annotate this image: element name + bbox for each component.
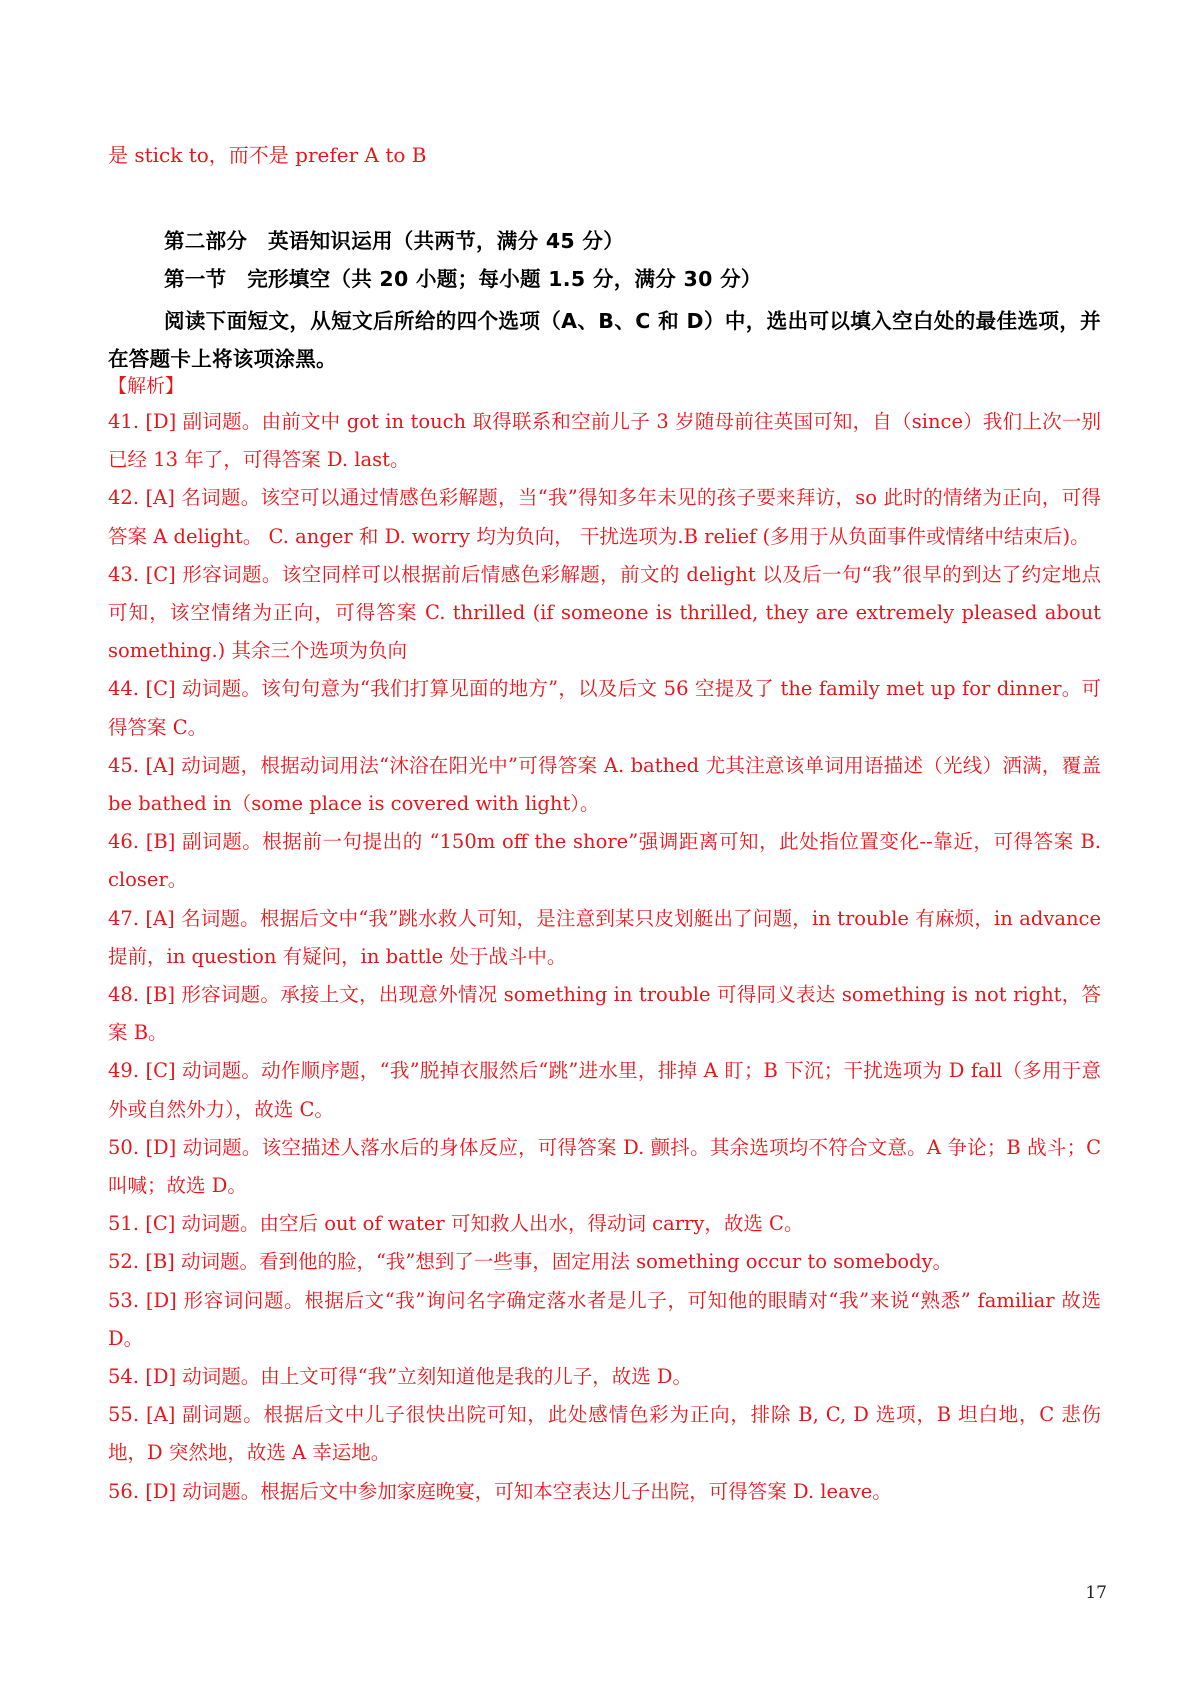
carryover-note: 是 stick to，而不是 prefer A to B: [108, 143, 427, 167]
analysis-label: 【解析】: [108, 375, 185, 397]
answer-item: 42. [A] 名词题。该空可以通过情感色彩解题，当“我”得知多年未见的孩子要来拜访，so 此时的情绪为正向，可得答案 A delight。 C. anger 和 D. worry 均为负向， 干扰选项为.B relief (多用于从负面事件或情绪中结束后)。: [108, 486, 1101, 548]
answer-item: 50. [D] 动词题。该空描述人落水后的身体反应，可得答案 D. 颤抖。其余选项均不符合文意。A 争论；B 战斗；C 叫喊；故选 D。: [108, 1135, 1101, 1198]
answer-item: 53. [D] 形容词问题。根据后文“我”询问名字确定落水者是儿子，可知他的眼睛对“我”来说“熟悉” familiar 故选 D。: [108, 1288, 1101, 1350]
answer-item: 55. [A] 副词题。根据后文中儿子很快出院可知，此处感情色彩为正向，排除 B, C, D 选项，B 坦白地，C 悲伤地，D 突然地，故选 A 幸运地。: [108, 1403, 1101, 1465]
answer-item: 54. [D] 动词题。由上文可得“我”立刻知道他是我的儿子，故选 D。: [108, 1365, 693, 1389]
page-number: 17: [1085, 1583, 1107, 1603]
answer-item: 41. [D] 副词题。由前文中 got in touch 取得联系和空前儿子 3 岁随母前往英国可知，自（since）我们上次一别已经 13 年了，可得答案 D. last。: [108, 410, 1101, 472]
answer-item: 56. [D] 动词题。根据后文中参加家庭晚宴，可知本空表达儿子出院，可得答案 D. leave。: [108, 1479, 892, 1503]
part-heading: 第二部分 英语知识运用（共两节，满分 45 分）: [164, 229, 625, 253]
answer-item: 48. [B] 形容词题。承接上文，出现意外情况 something in trouble 可得同义表达 something is not right，答案 B。: [108, 983, 1101, 1045]
answer-item: 44. [C] 动词题。该句句意为“我们打算见面的地方”，以及后文 56 空提及了 the family met up for dinner。可得答案 C。: [108, 677, 1101, 739]
answer-item: 46. [B] 副词题。根据前一句提出的 “150m off the shore”强调距离可知，此处指位置变化--靠近，可得答案 B. closer。: [108, 830, 1101, 892]
answer-item: 47. [A] 名词题。根据后文中“我”跳水救人可知，是注意到某只皮划艇出了问题，in trouble 有麻烦，in advance 提前，in question 有疑问，in battle 处于战斗中。: [108, 906, 1101, 968]
answer-item: 49. [C] 动词题。动作顺序题，“我”脱掉衣服然后“跳”进水里，排掉 A 盯；B 下沉；干扰选项为 D fall（多用于意外或自然外力），故选 C。: [108, 1059, 1101, 1121]
instructions: 阅读下面短文，从短文后所给的四个选项（A、B、C 和 D）中，选出可以填入空白处的最佳选项，并在答题卡上将该项涂黑。: [108, 309, 1101, 371]
answer-list: [108, 403, 1101, 1511]
answer-item: 45. [A] 动词题，根据动词用法“沐浴在阳光中”可得答案 A. bathed 尤其注意该单词用语描述（光线）洒满，覆盖 be bathed in（some place is covered with light）。: [108, 753, 1101, 816]
answer-item: 43. [C] 形容词题。该空同样可以根据前后情感色彩解题，前文的 delight 以及后一句“我”很早的到达了约定地点可知，该空情绪为正向，可得答案 C. thrilled (if someone is thrilled, they are extremely pleased about something.) 其余三个选项为负向: [108, 562, 1101, 663]
answer-item: 52. [B] 动词题。看到他的脸，“我”想到了一些事，固定用法 something occur to somebody。: [108, 1250, 953, 1274]
answer-item: 51. [C] 动词题。由空后 out of water 可知救人出水，得动词 carry，故选 C。: [108, 1212, 804, 1236]
section-heading: 第一节 完形填空（共 20 小题；每小题 1.5 分，满分 30 分）: [164, 267, 762, 291]
